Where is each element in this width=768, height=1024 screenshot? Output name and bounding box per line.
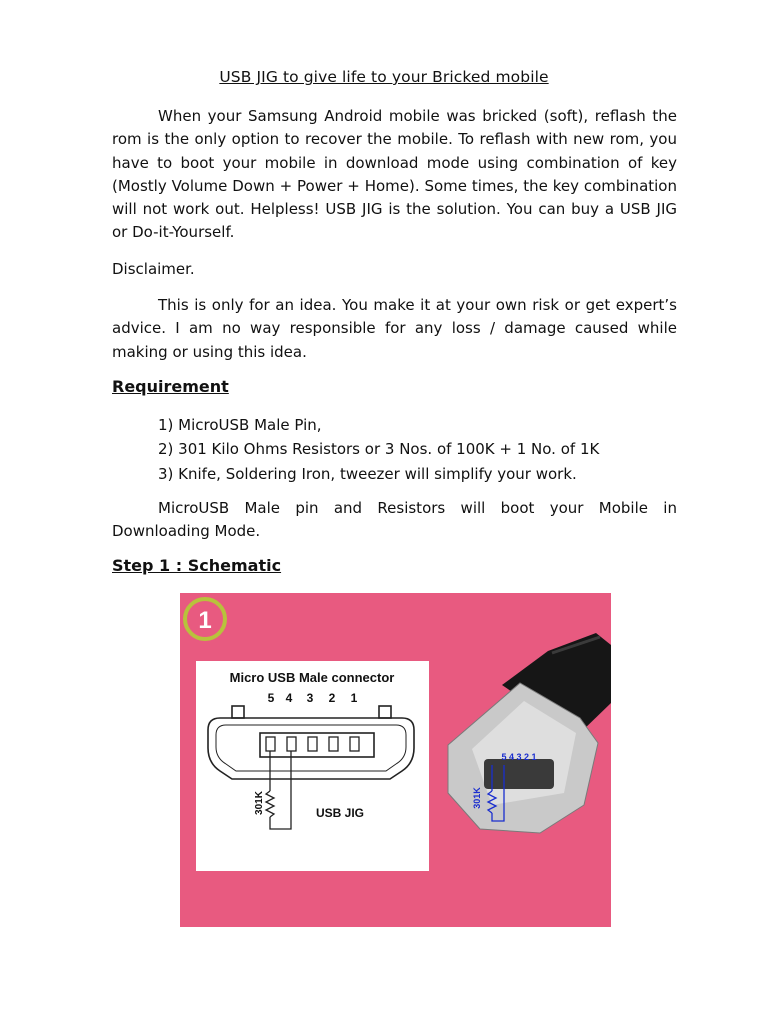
pin-number: 5 (267, 691, 275, 705)
list-item: 1) MicroUSB Male Pin, (158, 416, 322, 434)
list-item: 3) Knife, Soldering Iron, tweezer will simplify your work. (158, 464, 577, 483)
badge-number: 1 (198, 607, 212, 634)
jig-label: USB JIG (315, 806, 365, 820)
disclaimer-label: Disclaimer. (112, 260, 195, 278)
plug-slot (484, 759, 554, 789)
schematic-figure (180, 593, 611, 927)
resistor-label: 301K (254, 791, 265, 815)
pin-number: 1 (350, 691, 358, 705)
photo-resistor-label: 301K (472, 787, 482, 809)
requirement-heading: Requirement (112, 377, 229, 396)
document-title: USB JIG to give life to your Bricked mobile (219, 68, 549, 86)
pin-number: 4 (285, 691, 293, 705)
step1-heading: Step 1 : Schematic (112, 556, 282, 575)
intro-paragraph: When your Samsung Android mobile was bricked (soft), reflash the rom is the only option to recover the mobile. To reflash with new rom, you have to boot your mobile in download mode using combination of key (Mostly Volume Down + Power + Home). Some times, the key combination will not work out. Helpless! USB JIG is the solution. You can buy a USB JIG or Do-it-Yourself. (112, 107, 677, 242)
requirement-list (158, 413, 599, 486)
list-item: 2) 301 Kilo Ohms Resistors or 3 Nos. of 100K + 1 No. of 1K (158, 440, 600, 459)
disclaimer-paragraph: This is only for an idea. You make it at your own risk or get expert’s advice. I am no way responsible for any loss / damage caused while making or using this idea. (112, 296, 677, 361)
photo-pin-numbers: 5 4 3 2 1 (501, 752, 537, 762)
pin-number: 2 (328, 691, 336, 705)
diagram-title: Micro USB Male connector (229, 670, 395, 685)
requirement-note: MicroUSB Male pin and Resistors will boot your Mobile in Downloading Mode. (112, 499, 677, 541)
schematic-image (180, 593, 611, 927)
pin-number: 3 (306, 691, 314, 705)
